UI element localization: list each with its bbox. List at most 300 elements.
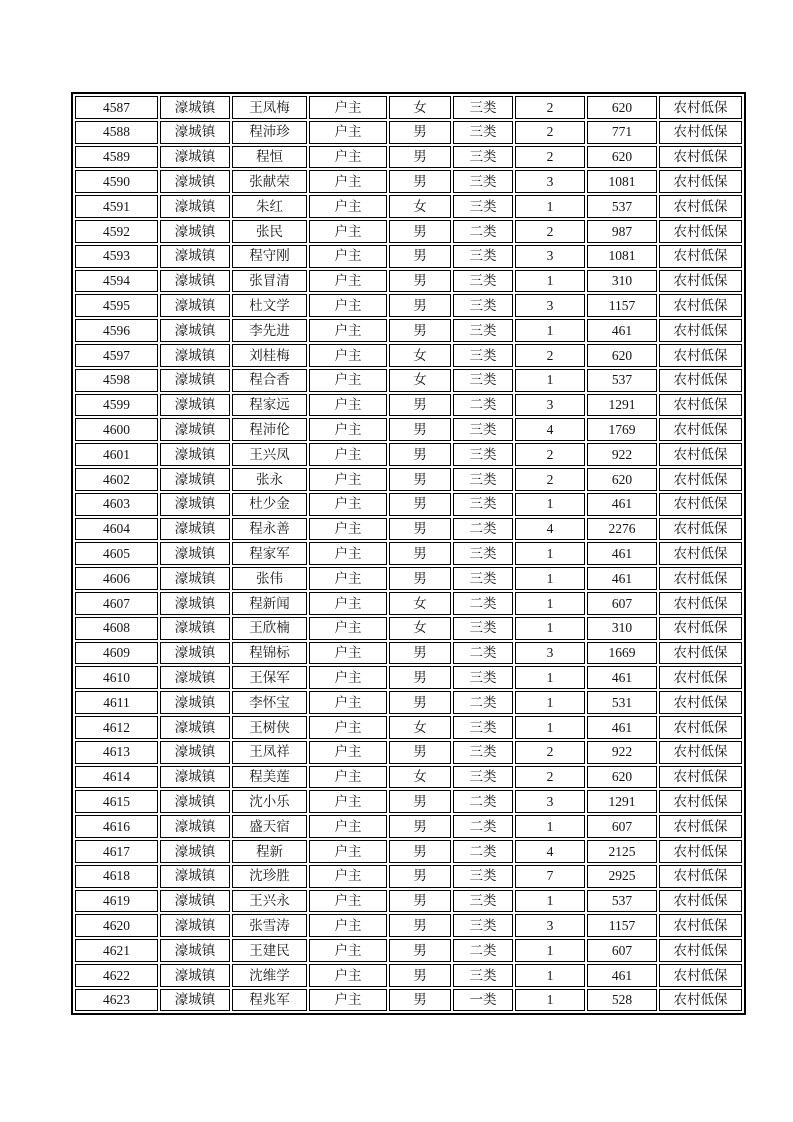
cell-family-count: 1 [515, 617, 585, 640]
cell-relation: 户主 [309, 319, 387, 342]
cell-town: 濠城镇 [160, 989, 230, 1012]
cell-category: 三类 [453, 716, 513, 739]
cell-gender: 男 [389, 741, 451, 764]
cell-town: 濠城镇 [160, 418, 230, 441]
cell-category: 三类 [453, 418, 513, 441]
cell-amount: 2925 [587, 865, 657, 888]
table-row [75, 666, 742, 689]
table-row [75, 418, 742, 441]
cell-family-count: 1 [515, 691, 585, 714]
cell-serial-number: 4595 [75, 294, 158, 317]
cell-assistance-type: 农村低保 [659, 319, 742, 342]
cell-family-count: 1 [515, 939, 585, 962]
cell-category: 二类 [453, 592, 513, 615]
cell-name: 张伟 [232, 567, 307, 590]
cell-serial-number: 4603 [75, 493, 158, 516]
cell-serial-number: 4601 [75, 443, 158, 466]
cell-serial-number: 4607 [75, 592, 158, 615]
cell-family-count: 1 [515, 890, 585, 913]
cell-amount: 607 [587, 939, 657, 962]
cell-town: 濠城镇 [160, 344, 230, 367]
cell-relation: 户主 [309, 592, 387, 615]
cell-category: 三类 [453, 666, 513, 689]
cell-serial-number: 4591 [75, 195, 158, 218]
cell-gender: 男 [389, 964, 451, 987]
table-row [75, 642, 742, 665]
cell-name: 张永 [232, 468, 307, 491]
table-row [75, 989, 742, 1012]
cell-serial-number: 4593 [75, 245, 158, 268]
cell-assistance-type: 农村低保 [659, 592, 742, 615]
cell-name: 程兆军 [232, 989, 307, 1012]
cell-family-count: 2 [515, 741, 585, 764]
cell-assistance-type: 农村低保 [659, 493, 742, 516]
cell-relation: 户主 [309, 790, 387, 813]
cell-assistance-type: 农村低保 [659, 989, 742, 1012]
cell-family-count: 1 [515, 542, 585, 565]
cell-amount: 537 [587, 195, 657, 218]
cell-family-count: 2 [515, 121, 585, 144]
cell-name: 王保军 [232, 666, 307, 689]
cell-family-count: 4 [515, 518, 585, 541]
cell-category: 二类 [453, 642, 513, 665]
table-row [75, 294, 742, 317]
cell-gender: 女 [389, 344, 451, 367]
table-row [75, 617, 742, 640]
cell-town: 濠城镇 [160, 121, 230, 144]
cell-category: 三类 [453, 121, 513, 144]
cell-name: 王兴凤 [232, 443, 307, 466]
table-row [75, 146, 742, 169]
cell-gender: 男 [389, 939, 451, 962]
cell-name: 李怀宝 [232, 691, 307, 714]
cell-category: 三类 [453, 766, 513, 789]
cell-family-count: 2 [515, 766, 585, 789]
cell-gender: 男 [389, 989, 451, 1012]
cell-name: 王建民 [232, 939, 307, 962]
cell-gender: 男 [389, 691, 451, 714]
table-row [75, 369, 742, 392]
cell-assistance-type: 农村低保 [659, 939, 742, 962]
table-row [75, 518, 742, 541]
table-row [75, 716, 742, 739]
cell-family-count: 2 [515, 96, 585, 119]
cell-name: 张献荣 [232, 170, 307, 193]
cell-name: 程美莲 [232, 766, 307, 789]
cell-serial-number: 4623 [75, 989, 158, 1012]
cell-amount: 537 [587, 369, 657, 392]
cell-town: 濠城镇 [160, 394, 230, 417]
cell-town: 濠城镇 [160, 914, 230, 937]
cell-amount: 922 [587, 741, 657, 764]
cell-gender: 男 [389, 146, 451, 169]
cell-relation: 户主 [309, 195, 387, 218]
cell-category: 三类 [453, 890, 513, 913]
cell-town: 濠城镇 [160, 96, 230, 119]
table-row [75, 195, 742, 218]
cell-serial-number: 4611 [75, 691, 158, 714]
cell-category: 三类 [453, 443, 513, 466]
cell-family-count: 1 [515, 815, 585, 838]
cell-name: 王凤祥 [232, 741, 307, 764]
cell-family-count: 4 [515, 418, 585, 441]
cell-family-count: 2 [515, 344, 585, 367]
cell-assistance-type: 农村低保 [659, 121, 742, 144]
cell-name: 张雪涛 [232, 914, 307, 937]
cell-town: 濠城镇 [160, 294, 230, 317]
cell-category: 一类 [453, 989, 513, 1012]
cell-family-count: 4 [515, 840, 585, 863]
cell-amount: 461 [587, 542, 657, 565]
cell-relation: 户主 [309, 468, 387, 491]
cell-serial-number: 4612 [75, 716, 158, 739]
cell-name: 程家远 [232, 394, 307, 417]
table-row [75, 542, 742, 565]
cell-town: 濠城镇 [160, 964, 230, 987]
cell-category: 三类 [453, 964, 513, 987]
cell-serial-number: 4610 [75, 666, 158, 689]
cell-serial-number: 4599 [75, 394, 158, 417]
cell-amount: 620 [587, 468, 657, 491]
cell-category: 二类 [453, 840, 513, 863]
cell-category: 三类 [453, 741, 513, 764]
cell-amount: 1291 [587, 394, 657, 417]
cell-assistance-type: 农村低保 [659, 567, 742, 590]
cell-category: 三类 [453, 294, 513, 317]
cell-name: 刘桂梅 [232, 344, 307, 367]
cell-serial-number: 4604 [75, 518, 158, 541]
cell-family-count: 1 [515, 567, 585, 590]
cell-amount: 771 [587, 121, 657, 144]
cell-relation: 户主 [309, 344, 387, 367]
cell-town: 濠城镇 [160, 716, 230, 739]
cell-relation: 户主 [309, 890, 387, 913]
cell-category: 二类 [453, 691, 513, 714]
cell-relation: 户主 [309, 741, 387, 764]
cell-assistance-type: 农村低保 [659, 369, 742, 392]
table-row [75, 344, 742, 367]
cell-name: 沈珍胜 [232, 865, 307, 888]
cell-gender: 男 [389, 518, 451, 541]
cell-relation: 户主 [309, 121, 387, 144]
cell-name: 程沛伦 [232, 418, 307, 441]
cell-family-count: 3 [515, 642, 585, 665]
table-row [75, 443, 742, 466]
cell-family-count: 1 [515, 493, 585, 516]
cell-serial-number: 4620 [75, 914, 158, 937]
table-row [75, 493, 742, 516]
table-body [75, 96, 742, 1011]
cell-family-count: 1 [515, 666, 585, 689]
cell-amount: 310 [587, 270, 657, 293]
cell-category: 三类 [453, 96, 513, 119]
cell-assistance-type: 农村低保 [659, 443, 742, 466]
cell-category: 三类 [453, 567, 513, 590]
cell-family-count: 2 [515, 146, 585, 169]
cell-serial-number: 4594 [75, 270, 158, 293]
cell-category: 二类 [453, 220, 513, 243]
cell-amount: 537 [587, 890, 657, 913]
cell-assistance-type: 农村低保 [659, 890, 742, 913]
table-row [75, 319, 742, 342]
cell-amount: 310 [587, 617, 657, 640]
cell-amount: 2125 [587, 840, 657, 863]
cell-amount: 1291 [587, 790, 657, 813]
cell-assistance-type: 农村低保 [659, 394, 742, 417]
cell-relation: 户主 [309, 914, 387, 937]
cell-name: 程新 [232, 840, 307, 863]
table-row [75, 567, 742, 590]
cell-assistance-type: 农村低保 [659, 617, 742, 640]
cell-town: 濠城镇 [160, 518, 230, 541]
cell-name: 程合香 [232, 369, 307, 392]
cell-town: 濠城镇 [160, 270, 230, 293]
cell-family-count: 1 [515, 964, 585, 987]
cell-gender: 女 [389, 716, 451, 739]
cell-town: 濠城镇 [160, 741, 230, 764]
cell-assistance-type: 农村低保 [659, 914, 742, 937]
cell-relation: 户主 [309, 369, 387, 392]
cell-town: 濠城镇 [160, 840, 230, 863]
cell-category: 三类 [453, 245, 513, 268]
cell-serial-number: 4602 [75, 468, 158, 491]
cell-gender: 女 [389, 195, 451, 218]
cell-family-count: 2 [515, 220, 585, 243]
cell-assistance-type: 农村低保 [659, 741, 742, 764]
cell-family-count: 1 [515, 369, 585, 392]
cell-relation: 户主 [309, 766, 387, 789]
table-row [75, 815, 742, 838]
cell-town: 濠城镇 [160, 195, 230, 218]
cell-town: 濠城镇 [160, 790, 230, 813]
cell-amount: 620 [587, 146, 657, 169]
cell-relation: 户主 [309, 865, 387, 888]
cell-assistance-type: 农村低保 [659, 964, 742, 987]
table-row [75, 592, 742, 615]
cell-amount: 1669 [587, 642, 657, 665]
cell-relation: 户主 [309, 939, 387, 962]
cell-relation: 户主 [309, 394, 387, 417]
cell-gender: 男 [389, 121, 451, 144]
cell-serial-number: 4596 [75, 319, 158, 342]
cell-gender: 男 [389, 493, 451, 516]
cell-relation: 户主 [309, 493, 387, 516]
cell-serial-number: 4608 [75, 617, 158, 640]
cell-name: 王树侠 [232, 716, 307, 739]
cell-name: 程永善 [232, 518, 307, 541]
cell-assistance-type: 农村低保 [659, 245, 742, 268]
cell-amount: 922 [587, 443, 657, 466]
cell-town: 濠城镇 [160, 691, 230, 714]
cell-assistance-type: 农村低保 [659, 666, 742, 689]
cell-assistance-type: 农村低保 [659, 468, 742, 491]
cell-town: 濠城镇 [160, 493, 230, 516]
cell-town: 濠城镇 [160, 766, 230, 789]
cell-relation: 户主 [309, 691, 387, 714]
cell-town: 濠城镇 [160, 245, 230, 268]
cell-town: 濠城镇 [160, 468, 230, 491]
cell-serial-number: 4600 [75, 418, 158, 441]
cell-relation: 户主 [309, 815, 387, 838]
cell-relation: 户主 [309, 989, 387, 1012]
cell-name: 王欣楠 [232, 617, 307, 640]
cell-gender: 男 [389, 319, 451, 342]
cell-town: 濠城镇 [160, 567, 230, 590]
cell-category: 三类 [453, 319, 513, 342]
cell-amount: 2276 [587, 518, 657, 541]
cell-family-count: 3 [515, 394, 585, 417]
cell-serial-number: 4614 [75, 766, 158, 789]
cell-serial-number: 4616 [75, 815, 158, 838]
table-row [75, 170, 742, 193]
cell-town: 濠城镇 [160, 319, 230, 342]
cell-assistance-type: 农村低保 [659, 220, 742, 243]
cell-amount: 461 [587, 716, 657, 739]
cell-name: 朱红 [232, 195, 307, 218]
cell-gender: 男 [389, 890, 451, 913]
cell-serial-number: 4606 [75, 567, 158, 590]
cell-amount: 461 [587, 493, 657, 516]
cell-category: 二类 [453, 394, 513, 417]
cell-town: 濠城镇 [160, 369, 230, 392]
cell-relation: 户主 [309, 666, 387, 689]
cell-relation: 户主 [309, 170, 387, 193]
cell-serial-number: 4619 [75, 890, 158, 913]
cell-family-count: 1 [515, 270, 585, 293]
cell-town: 濠城镇 [160, 220, 230, 243]
cell-name: 程恒 [232, 146, 307, 169]
table-row [75, 840, 742, 863]
cell-serial-number: 4615 [75, 790, 158, 813]
cell-family-count: 1 [515, 319, 585, 342]
cell-assistance-type: 农村低保 [659, 518, 742, 541]
cell-assistance-type: 农村低保 [659, 96, 742, 119]
cell-relation: 户主 [309, 964, 387, 987]
cell-name: 杜少金 [232, 493, 307, 516]
cell-family-count: 2 [515, 443, 585, 466]
cell-gender: 男 [389, 270, 451, 293]
cell-family-count: 2 [515, 468, 585, 491]
table-row [75, 964, 742, 987]
cell-serial-number: 4622 [75, 964, 158, 987]
cell-gender: 男 [389, 443, 451, 466]
subsistence-allowance-table [71, 92, 746, 1015]
cell-gender: 男 [389, 865, 451, 888]
cell-town: 濠城镇 [160, 890, 230, 913]
cell-serial-number: 4605 [75, 542, 158, 565]
cell-assistance-type: 农村低保 [659, 691, 742, 714]
cell-assistance-type: 农村低保 [659, 344, 742, 367]
cell-relation: 户主 [309, 418, 387, 441]
cell-amount: 1769 [587, 418, 657, 441]
cell-category: 二类 [453, 815, 513, 838]
cell-relation: 户主 [309, 642, 387, 665]
cell-amount: 620 [587, 96, 657, 119]
cell-relation: 户主 [309, 716, 387, 739]
cell-gender: 女 [389, 617, 451, 640]
cell-category: 三类 [453, 914, 513, 937]
cell-name: 程沛珍 [232, 121, 307, 144]
table-row [75, 890, 742, 913]
cell-amount: 620 [587, 766, 657, 789]
cell-assistance-type: 农村低保 [659, 716, 742, 739]
cell-relation: 户主 [309, 443, 387, 466]
cell-relation: 户主 [309, 617, 387, 640]
cell-name: 程锦标 [232, 642, 307, 665]
cell-town: 濠城镇 [160, 170, 230, 193]
cell-category: 二类 [453, 939, 513, 962]
cell-gender: 男 [389, 294, 451, 317]
cell-family-count: 3 [515, 245, 585, 268]
cell-town: 濠城镇 [160, 865, 230, 888]
table-row [75, 96, 742, 119]
table-row [75, 394, 742, 417]
cell-gender: 男 [389, 542, 451, 565]
cell-town: 濠城镇 [160, 542, 230, 565]
table-row [75, 766, 742, 789]
cell-name: 李先进 [232, 319, 307, 342]
cell-assistance-type: 农村低保 [659, 840, 742, 863]
cell-relation: 户主 [309, 567, 387, 590]
cell-name: 张民 [232, 220, 307, 243]
cell-name: 王凤梅 [232, 96, 307, 119]
cell-town: 濠城镇 [160, 617, 230, 640]
cell-assistance-type: 农村低保 [659, 790, 742, 813]
cell-gender: 男 [389, 394, 451, 417]
cell-serial-number: 4621 [75, 939, 158, 962]
cell-assistance-type: 农村低保 [659, 865, 742, 888]
cell-relation: 户主 [309, 294, 387, 317]
cell-amount: 461 [587, 964, 657, 987]
cell-assistance-type: 农村低保 [659, 146, 742, 169]
cell-gender: 男 [389, 666, 451, 689]
cell-gender: 男 [389, 220, 451, 243]
cell-amount: 987 [587, 220, 657, 243]
cell-name: 程守刚 [232, 245, 307, 268]
cell-amount: 528 [587, 989, 657, 1012]
cell-relation: 户主 [309, 245, 387, 268]
cell-amount: 1157 [587, 914, 657, 937]
cell-serial-number: 4597 [75, 344, 158, 367]
cell-family-count: 3 [515, 790, 585, 813]
cell-name: 杜文学 [232, 294, 307, 317]
cell-family-count: 1 [515, 592, 585, 615]
cell-category: 三类 [453, 493, 513, 516]
cell-category: 三类 [453, 146, 513, 169]
cell-gender: 女 [389, 592, 451, 615]
cell-category: 二类 [453, 790, 513, 813]
cell-gender: 女 [389, 766, 451, 789]
cell-category: 二类 [453, 518, 513, 541]
cell-amount: 620 [587, 344, 657, 367]
cell-name: 沈小乐 [232, 790, 307, 813]
cell-serial-number: 4592 [75, 220, 158, 243]
cell-gender: 男 [389, 815, 451, 838]
cell-gender: 男 [389, 418, 451, 441]
cell-assistance-type: 农村低保 [659, 815, 742, 838]
cell-family-count: 3 [515, 914, 585, 937]
cell-relation: 户主 [309, 220, 387, 243]
table-row [75, 220, 742, 243]
table-row [75, 121, 742, 144]
cell-assistance-type: 农村低保 [659, 642, 742, 665]
cell-town: 濠城镇 [160, 443, 230, 466]
cell-category: 三类 [453, 369, 513, 392]
cell-family-count: 3 [515, 170, 585, 193]
cell-family-count: 1 [515, 716, 585, 739]
cell-relation: 户主 [309, 96, 387, 119]
cell-amount: 607 [587, 815, 657, 838]
